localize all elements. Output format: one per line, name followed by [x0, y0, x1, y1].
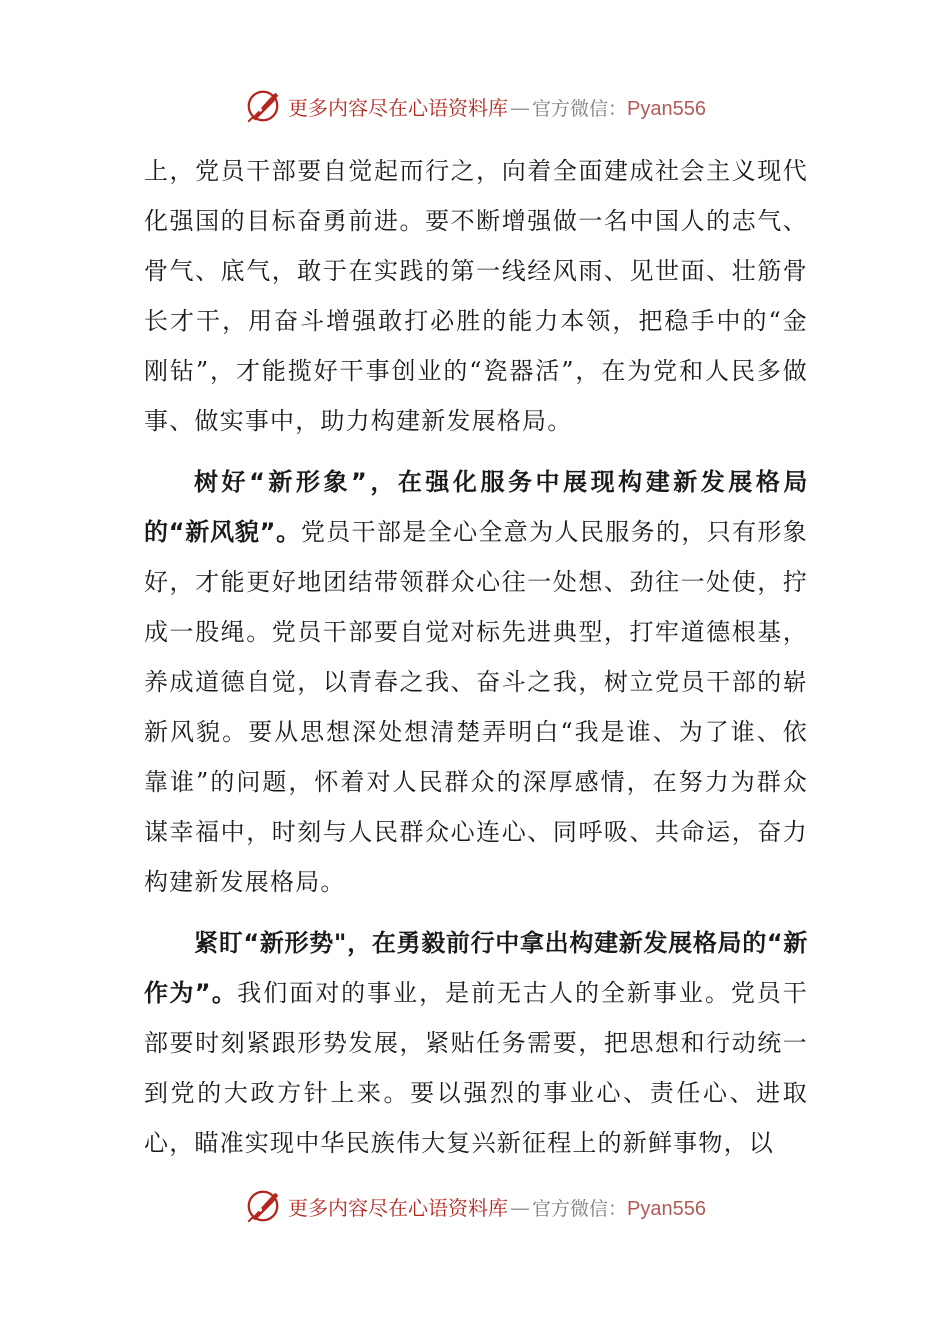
paragraph-1-text: 上，党员干部要自觉起而行之，向着全面建成社会主义现代化强国的目标奋勇前进。要不断增强做一名中国人的志气、骨气、底气，敢于在实践的第一线经风雨、见世面、壮筋骨长才干，用奋斗增强敢打必胜的能力本领，把稳手中的“金刚钻”，才能揽好干事创业的“瓷器活”，在为党和人民多做事、做实事中，助力构建新发展格局。 — [144, 157, 808, 435]
banner-wechat-label: 官方微信： — [532, 1197, 628, 1220]
paragraph-3 — [144, 918, 808, 1168]
banner-wechat-label: 官方微信： — [532, 97, 628, 120]
document-body — [144, 146, 808, 1168]
paragraph-2-text: 党员干部是全心全意为人民服务的，只有形象好，才能更好地团结带领群众心往一处想、劲往一处使，拧成一股绳。党员干部要自觉对标先进典型，打牢道德根基，养成道德自觉，以青春之我、奋斗之我，树立党员干部的崭新风貌。要从思想深处想清楚弄明白“我是谁、为了谁、依靠谁”的问题，怀着对人民群众的深厚感情，在努力为群众谋幸福中，时刻与人民群众心连心、同呼吸、共命运，奋力构建新发展格局。 — [144, 518, 808, 896]
banner-dash: — — [510, 1195, 530, 1220]
banner-wechat-id: Pyan556 — [627, 97, 706, 120]
pen-nib-logo-icon — [244, 1187, 282, 1225]
paragraph-2 — [144, 457, 808, 907]
footer-banner-content — [244, 1187, 706, 1225]
banner-brand: 更多内容尽在心语资料库 — [288, 95, 508, 120]
header-banner-text — [288, 92, 706, 121]
paragraph-3-lead: 紧盯“新形势"，在勇毅前行中拿出构建新发展格局的“新作为”。 — [144, 929, 808, 1007]
banner-wechat-id: Pyan556 — [627, 1197, 706, 1220]
pen-nib-logo-icon — [244, 87, 282, 125]
header-banner-content — [244, 87, 706, 125]
banner-dash: — — [510, 95, 530, 120]
paragraph-1 — [144, 146, 808, 446]
paragraph-3-text: 我们面对的事业，是前无古人的全新事业。党员干部要时刻紧跟形势发展，紧贴任务需要，把思想和行动统一到党的大政方针上来。要以强烈的事业心、责任心、进取心，瞄准实现中华民族伟大复兴新征程上的新鲜事物，以 — [144, 979, 808, 1157]
banner-brand: 更多内容尽在心语资料库 — [288, 1195, 508, 1220]
paragraph-2-lead: 树好“新形象”，在强化服务中展现构建新发展格局的“新风貌”。 — [144, 468, 808, 546]
footer-banner — [0, 1184, 950, 1228]
header-banner — [0, 84, 950, 128]
footer-banner-text — [288, 1192, 706, 1221]
